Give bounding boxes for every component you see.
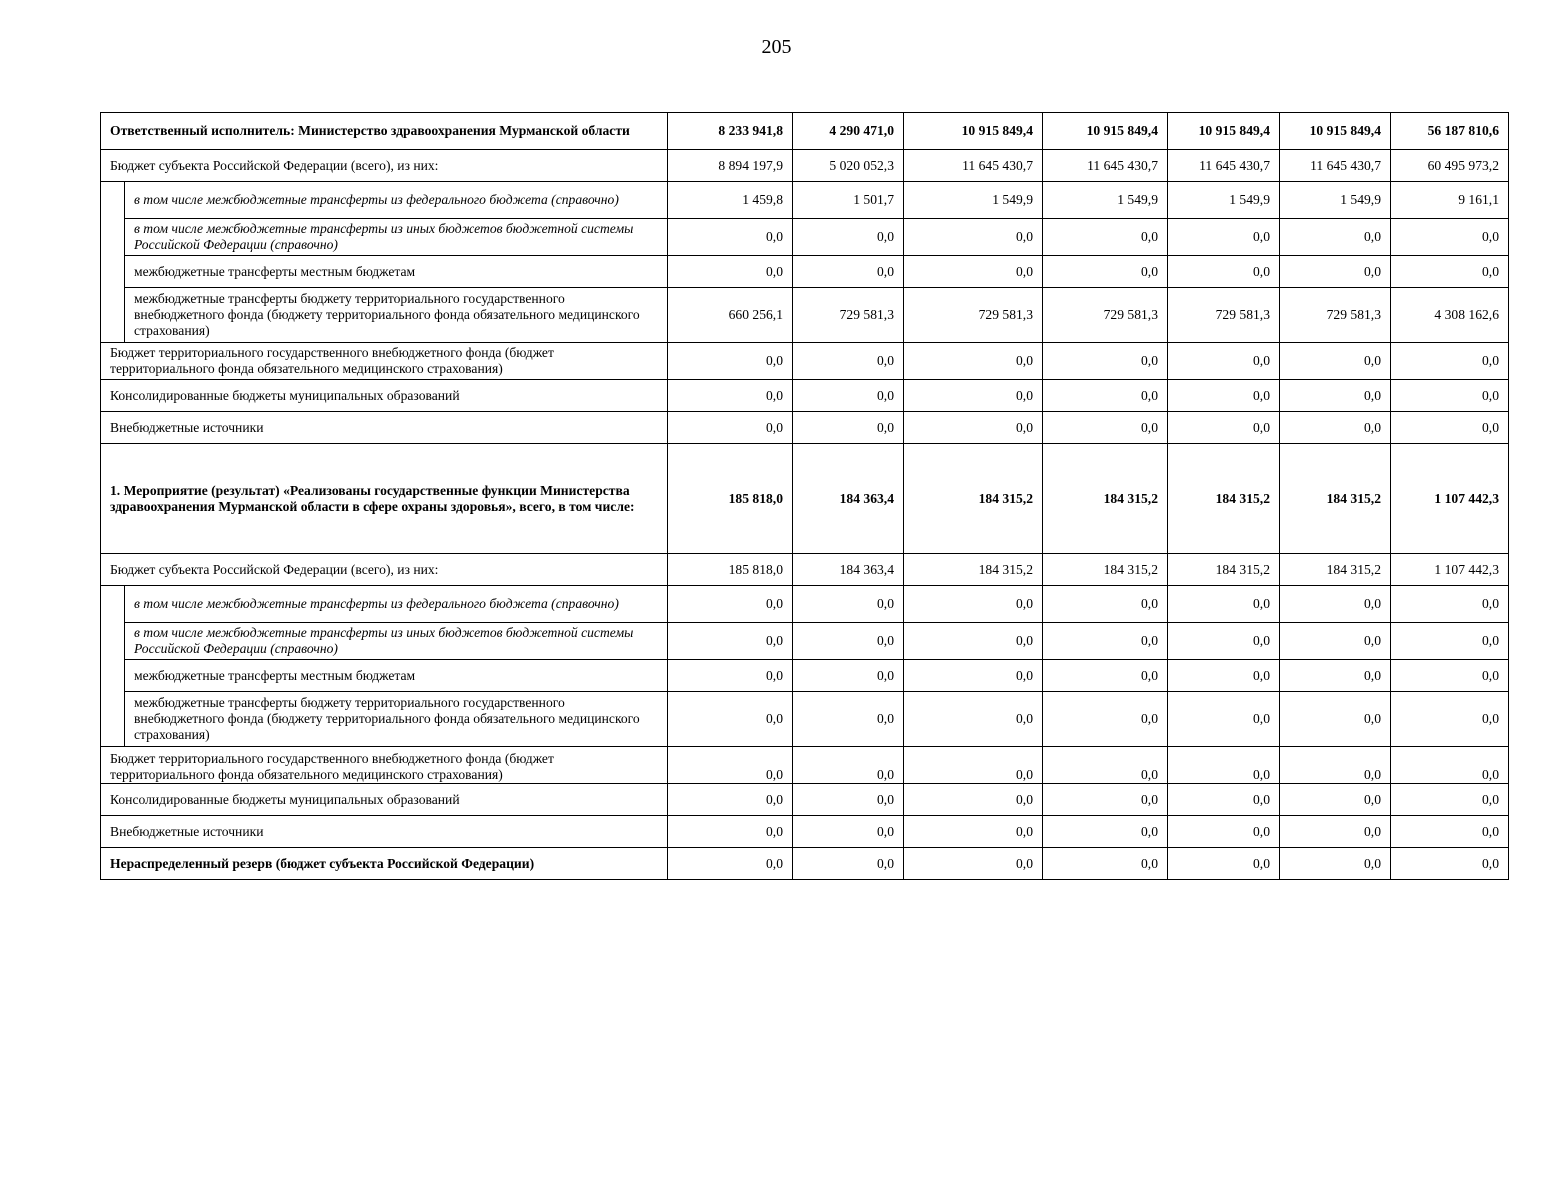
- row-label: в том числе межбюджетные трансферты из федерального бюджета (справочно): [125, 182, 668, 219]
- value-cell: 0,0: [1168, 784, 1280, 816]
- table-row: [101, 256, 1509, 288]
- value-cell: 0,0: [1168, 747, 1280, 784]
- value-cell: 0,0: [668, 586, 793, 623]
- value-cell: 660 256,1: [668, 288, 793, 343]
- value-cell: 0,0: [793, 747, 904, 784]
- value-cell: 185 818,0: [668, 554, 793, 586]
- value-cell: 0,0: [1280, 623, 1391, 660]
- row-label: Бюджет территориального государственного внебюджетного фонда (бюджет территориального фонда обязательного медицинского страхования): [101, 747, 668, 784]
- indent-cell: [101, 692, 125, 747]
- value-cell: 0,0: [1168, 816, 1280, 848]
- table-body: [101, 113, 1509, 880]
- value-cell: 0,0: [1280, 412, 1391, 444]
- value-cell: 0,0: [904, 692, 1043, 747]
- value-cell: 0,0: [904, 784, 1043, 816]
- indent-cell: [101, 660, 125, 692]
- value-cell: 0,0: [1391, 692, 1509, 747]
- value-cell: 0,0: [668, 692, 793, 747]
- value-cell: 0,0: [1043, 343, 1168, 380]
- value-cell: 0,0: [1280, 256, 1391, 288]
- value-cell: 0,0: [668, 816, 793, 848]
- value-cell: 0,0: [668, 256, 793, 288]
- page-number: 205: [761, 36, 792, 58]
- table-row: [101, 816, 1509, 848]
- value-cell: 729 581,3: [1280, 288, 1391, 343]
- value-cell: 0,0: [904, 256, 1043, 288]
- value-cell: 0,0: [1280, 343, 1391, 380]
- value-cell: 0,0: [1168, 623, 1280, 660]
- value-cell: 10 915 849,4: [1043, 113, 1168, 150]
- table-row: [101, 660, 1509, 692]
- indent-cell: [101, 219, 125, 256]
- value-cell: 0,0: [1391, 412, 1509, 444]
- value-cell: 11 645 430,7: [1280, 150, 1391, 182]
- value-cell: 0,0: [1168, 256, 1280, 288]
- value-cell: 1 549,9: [904, 182, 1043, 219]
- row-label: 1. Мероприятие (результат) «Реализованы государственные функции Министерства здравоохранения Мурманской области в сфере охраны здоровья», всего, в том числе:: [101, 444, 668, 554]
- value-cell: 729 581,3: [1043, 288, 1168, 343]
- value-cell: 0,0: [1391, 343, 1509, 380]
- value-cell: 184 315,2: [1168, 554, 1280, 586]
- value-cell: 729 581,3: [1168, 288, 1280, 343]
- table-row: [101, 113, 1509, 150]
- value-cell: 0,0: [668, 219, 793, 256]
- value-cell: 0,0: [1280, 219, 1391, 256]
- value-cell: 184 315,2: [1043, 554, 1168, 586]
- table-row: [101, 747, 1509, 784]
- value-cell: 0,0: [1391, 784, 1509, 816]
- value-cell: 0,0: [793, 412, 904, 444]
- value-cell: 0,0: [1391, 660, 1509, 692]
- value-cell: 0,0: [1168, 692, 1280, 747]
- value-cell: 1 549,9: [1280, 182, 1391, 219]
- value-cell: 0,0: [668, 412, 793, 444]
- value-cell: 8 894 197,9: [668, 150, 793, 182]
- row-label: Бюджет субъекта Российской Федерации (всего), из них:: [101, 554, 668, 586]
- value-cell: 184 315,2: [1280, 444, 1391, 554]
- value-cell: 0,0: [1280, 660, 1391, 692]
- value-cell: 0,0: [1043, 412, 1168, 444]
- value-cell: 8 233 941,8: [668, 113, 793, 150]
- value-cell: 0,0: [793, 660, 904, 692]
- row-label: межбюджетные трансферты местным бюджетам: [125, 256, 668, 288]
- value-cell: 0,0: [1043, 660, 1168, 692]
- value-cell: 0,0: [1043, 380, 1168, 412]
- value-cell: 729 581,3: [793, 288, 904, 343]
- value-cell: 0,0: [1391, 256, 1509, 288]
- row-label: в том числе межбюджетные трансферты из иных бюджетов бюджетной системы Российской Федерации (справочно): [125, 623, 668, 660]
- value-cell: 0,0: [1168, 660, 1280, 692]
- table-row: [101, 848, 1509, 880]
- value-cell: 0,0: [1168, 848, 1280, 880]
- value-cell: 1 459,8: [668, 182, 793, 219]
- indent-cell: [101, 288, 125, 343]
- value-cell: 0,0: [1168, 219, 1280, 256]
- value-cell: 0,0: [904, 412, 1043, 444]
- value-cell: 0,0: [1280, 692, 1391, 747]
- indent-cell: [101, 256, 125, 288]
- value-cell: 185 818,0: [668, 444, 793, 554]
- indent-cell: [101, 623, 125, 660]
- value-cell: 0,0: [1168, 586, 1280, 623]
- value-cell: 0,0: [904, 848, 1043, 880]
- value-cell: 10 915 849,4: [1168, 113, 1280, 150]
- value-cell: 0,0: [1043, 623, 1168, 660]
- value-cell: 184 363,4: [793, 554, 904, 586]
- value-cell: 0,0: [1280, 380, 1391, 412]
- value-cell: 4 290 471,0: [793, 113, 904, 150]
- value-cell: 0,0: [1280, 784, 1391, 816]
- value-cell: 1 549,9: [1043, 182, 1168, 219]
- table-row: [101, 219, 1509, 256]
- table-row: [101, 150, 1509, 182]
- value-cell: 0,0: [1043, 219, 1168, 256]
- value-cell: 0,0: [1043, 747, 1168, 784]
- value-cell: 729 581,3: [904, 288, 1043, 343]
- value-cell: 56 187 810,6: [1391, 113, 1509, 150]
- value-cell: 0,0: [1391, 747, 1509, 784]
- value-cell: 0,0: [1043, 586, 1168, 623]
- value-cell: 0,0: [793, 219, 904, 256]
- value-cell: 184 315,2: [1043, 444, 1168, 554]
- table-row: [101, 343, 1509, 380]
- value-cell: 184 363,4: [793, 444, 904, 554]
- value-cell: 0,0: [1168, 412, 1280, 444]
- value-cell: 1 107 442,3: [1391, 554, 1509, 586]
- value-cell: 0,0: [904, 816, 1043, 848]
- table-row: [101, 554, 1509, 586]
- value-cell: 11 645 430,7: [1043, 150, 1168, 182]
- row-label: Бюджет субъекта Российской Федерации (всего), из них:: [101, 150, 668, 182]
- value-cell: 0,0: [904, 380, 1043, 412]
- row-label: Консолидированные бюджеты муниципальных образований: [101, 380, 668, 412]
- budget-table: [100, 112, 1509, 880]
- value-cell: 184 315,2: [904, 554, 1043, 586]
- table-row: [101, 586, 1509, 623]
- value-cell: 11 645 430,7: [1168, 150, 1280, 182]
- value-cell: 5 020 052,3: [793, 150, 904, 182]
- table-row: [101, 692, 1509, 747]
- value-cell: 0,0: [793, 343, 904, 380]
- value-cell: 0,0: [904, 586, 1043, 623]
- value-cell: 0,0: [1391, 848, 1509, 880]
- table-row: [101, 412, 1509, 444]
- value-cell: 0,0: [793, 586, 904, 623]
- value-cell: 0,0: [1043, 256, 1168, 288]
- table-row: [101, 288, 1509, 343]
- value-cell: 0,0: [904, 623, 1043, 660]
- value-cell: 0,0: [793, 816, 904, 848]
- value-cell: 1 501,7: [793, 182, 904, 219]
- value-cell: 60 495 973,2: [1391, 150, 1509, 182]
- value-cell: 10 915 849,4: [1280, 113, 1391, 150]
- row-label: в том числе межбюджетные трансферты из федерального бюджета (справочно): [125, 586, 668, 623]
- value-cell: 0,0: [1168, 380, 1280, 412]
- value-cell: 0,0: [1280, 848, 1391, 880]
- value-cell: 0,0: [1391, 623, 1509, 660]
- row-label: Бюджет территориального государственного внебюджетного фонда (бюджет территориального фонда обязательного медицинского страхования): [101, 343, 668, 380]
- table-row: [101, 380, 1509, 412]
- value-cell: 0,0: [1391, 816, 1509, 848]
- value-cell: 0,0: [1280, 816, 1391, 848]
- value-cell: 0,0: [1043, 848, 1168, 880]
- value-cell: 0,0: [1043, 816, 1168, 848]
- value-cell: 0,0: [668, 784, 793, 816]
- value-cell: 0,0: [793, 848, 904, 880]
- row-label: Внебюджетные источники: [101, 412, 668, 444]
- value-cell: 184 315,2: [1280, 554, 1391, 586]
- value-cell: 11 645 430,7: [904, 150, 1043, 182]
- table-row: [101, 182, 1509, 219]
- value-cell: 0,0: [904, 660, 1043, 692]
- value-cell: 0,0: [668, 623, 793, 660]
- table-row: [101, 444, 1509, 554]
- row-label: Внебюджетные источники: [101, 816, 668, 848]
- row-label: межбюджетные трансферты бюджету территориального государственного внебюджетного фонда (бюджету территориального фонда обязательного медицинского страхования): [125, 288, 668, 343]
- value-cell: 0,0: [793, 623, 904, 660]
- value-cell: 0,0: [1391, 586, 1509, 623]
- indent-cell: [101, 586, 125, 623]
- table-row: [101, 623, 1509, 660]
- row-label: Ответственный исполнитель: Министерство здравоохранения Мурманской области: [101, 113, 668, 150]
- row-label: Нераспределенный резерв (бюджет субъекта Российской Федерации): [101, 848, 668, 880]
- row-label: в том числе межбюджетные трансферты из иных бюджетов бюджетной системы Российской Федерации (справочно): [125, 219, 668, 256]
- value-cell: 0,0: [668, 747, 793, 784]
- row-label: межбюджетные трансферты местным бюджетам: [125, 660, 668, 692]
- value-cell: 0,0: [1168, 343, 1280, 380]
- value-cell: 0,0: [904, 747, 1043, 784]
- value-cell: 4 308 162,6: [1391, 288, 1509, 343]
- row-label: Консолидированные бюджеты муниципальных образований: [101, 784, 668, 816]
- value-cell: 0,0: [793, 256, 904, 288]
- value-cell: 1 107 442,3: [1391, 444, 1509, 554]
- value-cell: 0,0: [1043, 784, 1168, 816]
- value-cell: 9 161,1: [1391, 182, 1509, 219]
- value-cell: 10 915 849,4: [904, 113, 1043, 150]
- value-cell: 0,0: [904, 343, 1043, 380]
- value-cell: 0,0: [668, 848, 793, 880]
- value-cell: 184 315,2: [1168, 444, 1280, 554]
- value-cell: 184 315,2: [904, 444, 1043, 554]
- value-cell: 0,0: [1280, 586, 1391, 623]
- value-cell: 0,0: [668, 380, 793, 412]
- row-label: межбюджетные трансферты бюджету территориального государственного внебюджетного фонда (бюджету территориального фонда обязательного медицинского страхования): [125, 692, 668, 747]
- value-cell: 0,0: [793, 380, 904, 412]
- indent-cell: [101, 182, 125, 219]
- value-cell: 0,0: [1043, 692, 1168, 747]
- value-cell: 1 549,9: [1168, 182, 1280, 219]
- value-cell: 0,0: [904, 219, 1043, 256]
- value-cell: 0,0: [1391, 380, 1509, 412]
- table-row: [101, 784, 1509, 816]
- value-cell: 0,0: [1391, 219, 1509, 256]
- value-cell: 0,0: [668, 343, 793, 380]
- value-cell: 0,0: [1280, 747, 1391, 784]
- value-cell: 0,0: [793, 692, 904, 747]
- value-cell: 0,0: [668, 660, 793, 692]
- value-cell: 0,0: [793, 784, 904, 816]
